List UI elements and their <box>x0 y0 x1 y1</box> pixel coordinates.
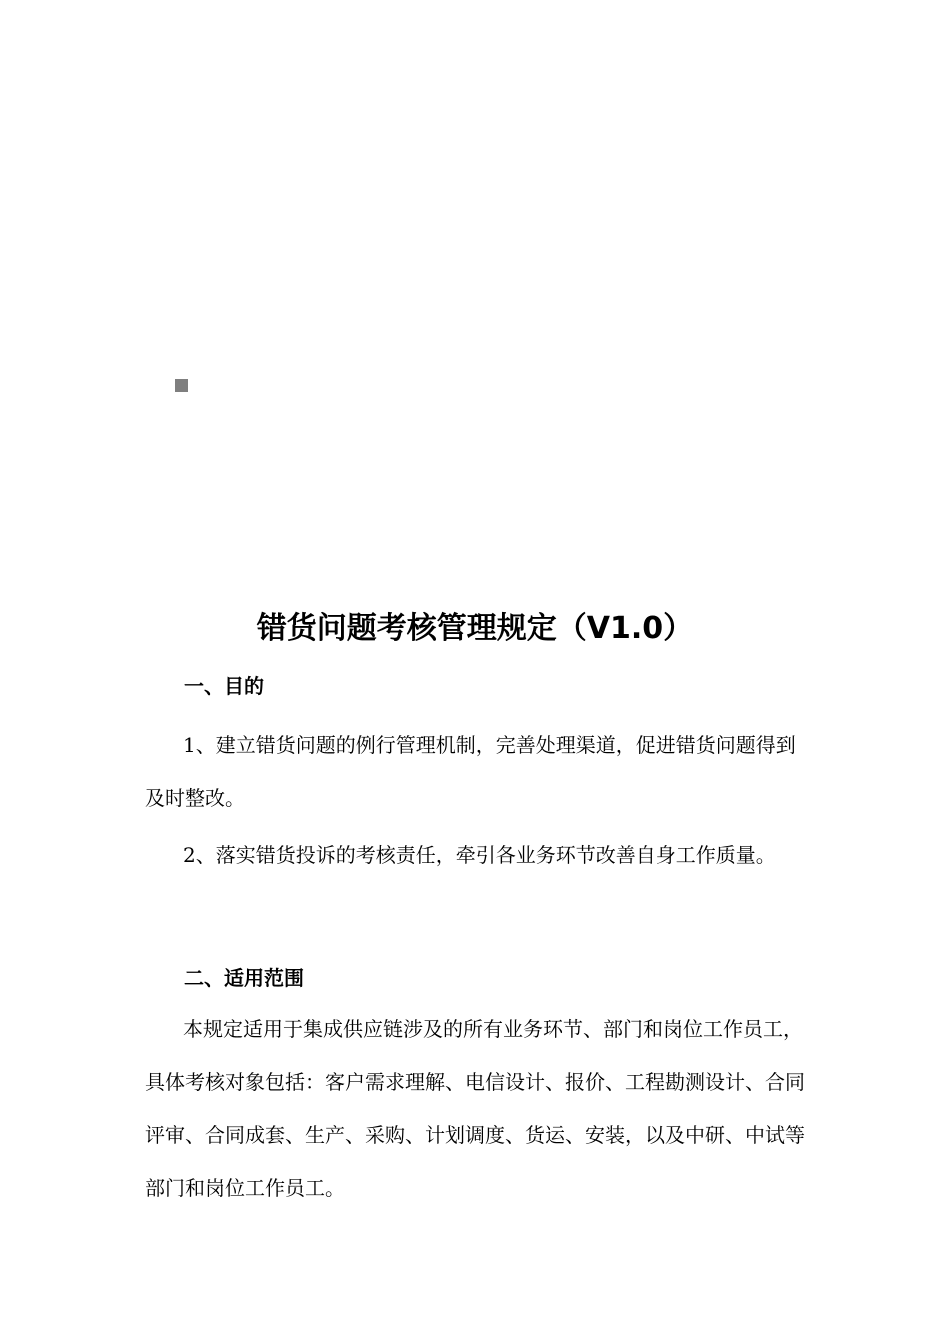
section-heading-purpose: 一、目的 <box>184 674 264 698</box>
bullet-square-icon <box>175 379 188 392</box>
scope-paragraph: 本规定适用于集成供应链涉及的所有业务环节、部门和岗位工作员工，具体考核对象包括：客户需求理解、电信设计、报价、工程勘测设计、合同评审、合同成套、生产、采购、计划调度、货运、安装，以及中研、中试等部门和岗位工作员工。 <box>145 1017 805 1200</box>
purpose-paragraph-1: 1、建立错货问题的例行管理机制，完善处理渠道，促进错货问题得到及时整改。 <box>145 733 796 810</box>
section-heading-scope: 二、适用范围 <box>184 966 304 990</box>
document-title: 错货问题考核管理规定（V1.0） <box>256 611 694 646</box>
purpose-paragraph-2: 2、落实错货投诉的考核责任，牵引各业务环节改善自身工作质量。 <box>183 843 776 867</box>
